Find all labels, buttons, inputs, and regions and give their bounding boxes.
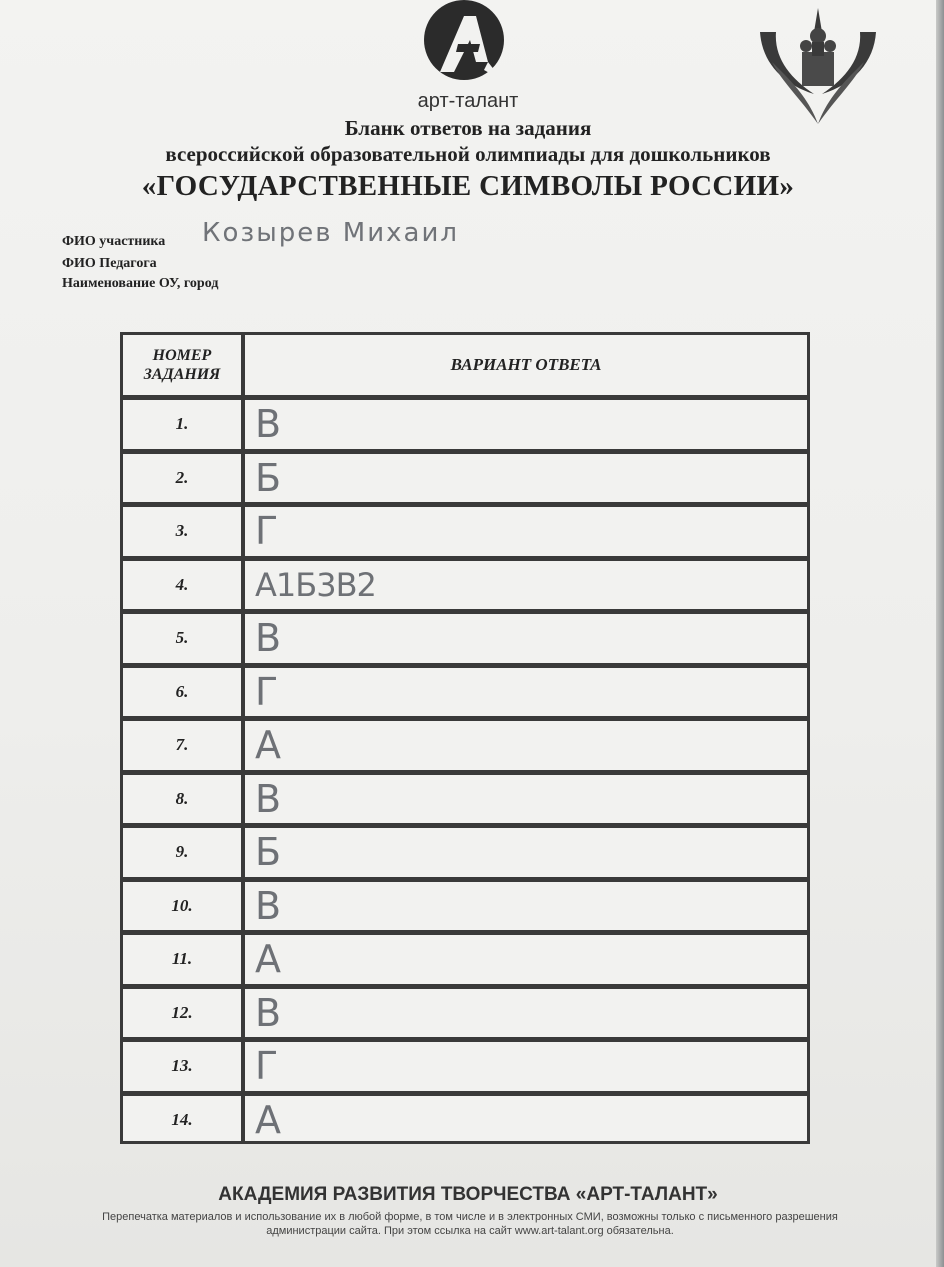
brand-name: арт-талант (417, 90, 519, 112)
form-subtitle: всероссийской образовательной олимпиады для дошкольников (165, 142, 771, 166)
table-header-row (123, 335, 807, 395)
answer-handwritten: А (255, 937, 281, 982)
table-row (123, 882, 807, 931)
column-header-answer: ВАРИАНТ ОТВЕТА (450, 355, 602, 374)
answer-handwritten: В (255, 616, 282, 661)
answer-handwritten: Г (255, 669, 279, 714)
participant-name-handwritten: Козырев Михаил (202, 218, 459, 248)
answer-handwritten: А (255, 723, 281, 768)
answer-handwritten: В (255, 883, 282, 928)
footer-copyright-text: Перепечатка материалов и использование их в любой форме, в том числе и в электронных СМИ, возможны только с письменного разрешения администрации сайта. При этом ссылка на сайт www.art-talant.org обязательна. (102, 1211, 838, 1237)
answer-handwritten: Б (255, 830, 282, 875)
task-number: 5. (123, 614, 245, 663)
task-number: 9. (123, 828, 245, 877)
table-row (123, 775, 807, 824)
table-row (123, 1096, 807, 1145)
organization-label: Наименование ОУ, город (62, 276, 219, 291)
task-number: 7. (123, 721, 245, 770)
task-number: 10. (123, 882, 245, 931)
answer-handwritten: А (255, 1097, 281, 1142)
paper-edge (936, 0, 944, 1267)
task-number: 6. (123, 668, 245, 717)
answer-handwritten: В (255, 402, 282, 447)
olympiad-title: «ГОСУДАРСТВЕННЫЕ СИМВОЛЫ РОССИИ» (141, 170, 795, 202)
task-number: 8. (123, 775, 245, 824)
task-number: 4. (123, 561, 245, 610)
form-title: Бланк ответов на задания (344, 116, 592, 140)
answer-handwritten: Г (255, 509, 279, 554)
task-number: 11. (123, 935, 245, 984)
task-number: 3. (123, 507, 245, 556)
task-number: 14. (123, 1096, 245, 1145)
table-row (123, 561, 807, 610)
task-number: 12. (123, 989, 245, 1038)
table-row (123, 1042, 807, 1091)
answer-handwritten: В (255, 990, 282, 1035)
answer-handwritten: Г (255, 1044, 279, 1089)
answer-handwritten: А1Б3В2 (255, 565, 376, 604)
table-row (123, 400, 807, 449)
task-number: 13. (123, 1042, 245, 1091)
participant-label: ФИО участника (62, 234, 166, 249)
answers-table (120, 332, 810, 1144)
task-number: 2. (123, 454, 245, 503)
table-row (123, 454, 807, 503)
table-row (123, 721, 807, 770)
table-row (123, 507, 807, 556)
header-num-cell (123, 335, 245, 395)
column-header-number: НОМЕР ЗАДАНИЯ (143, 347, 221, 383)
footer-title: АКАДЕМИЯ РАЗВИТИЯ ТВОРЧЕСТВА «АРТ-ТАЛАНТ» (218, 1184, 718, 1205)
table-row (123, 828, 807, 877)
answer-handwritten: В (255, 776, 282, 821)
table-row (123, 935, 807, 984)
teacher-label: ФИО Педагога (62, 256, 157, 271)
table-row (123, 668, 807, 717)
task-number: 1. (123, 400, 245, 449)
art-talant-logo-icon (418, 0, 510, 88)
table-row (123, 989, 807, 1038)
table-row (123, 614, 807, 663)
answer-handwritten: Б (255, 455, 282, 500)
